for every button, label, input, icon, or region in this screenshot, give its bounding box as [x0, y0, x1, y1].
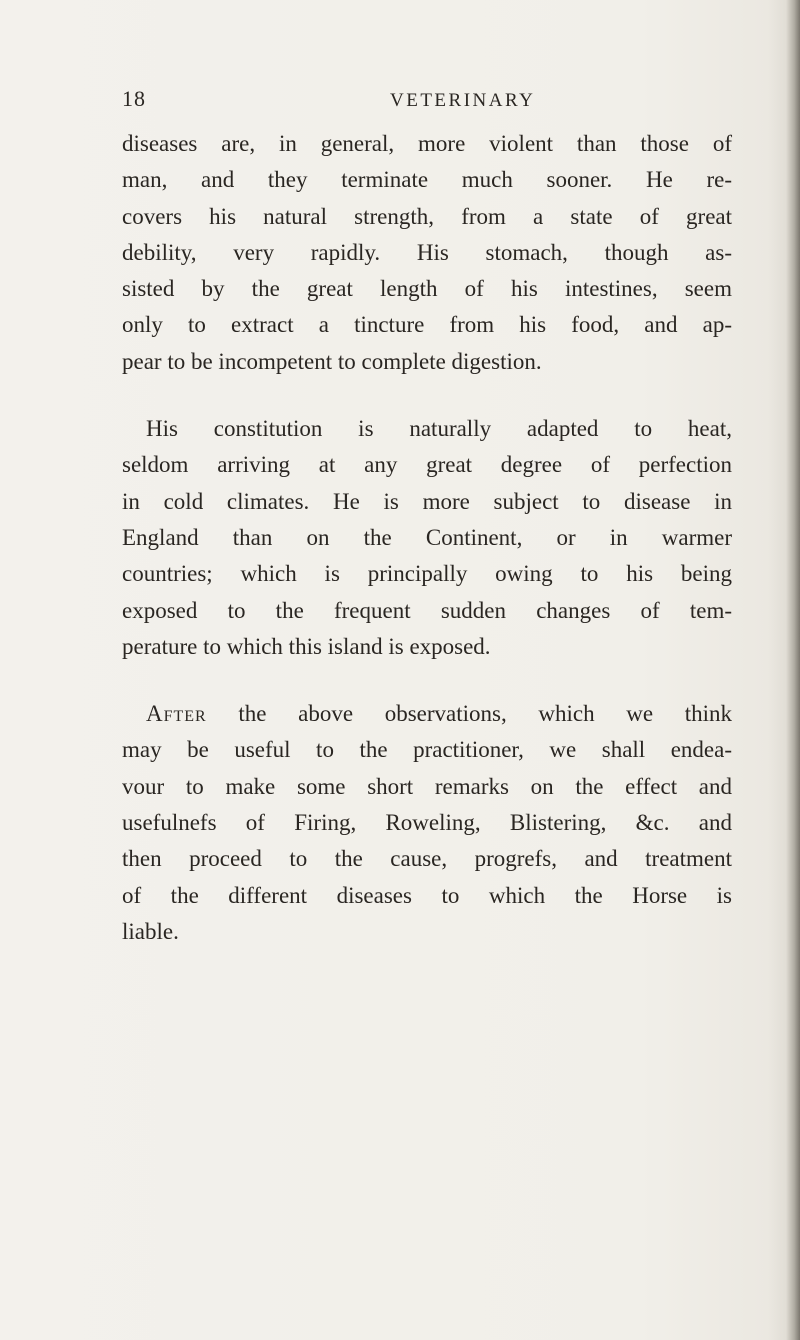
paragraph-gap	[122, 665, 732, 696]
paragraph-gap	[122, 380, 732, 411]
text-line: in cold climates. He is more subject to disease in	[122, 488, 732, 514]
page-edge-shadow	[786, 0, 800, 1340]
text-line: seldom arriving at any great degree of perfection	[122, 452, 732, 478]
text-line: of the different diseases to which the Horse is	[122, 882, 732, 908]
text-line: pear to be incompetent to complete digestion.	[122, 348, 542, 374]
text-line: countries; which is principally owing to his being	[122, 561, 732, 587]
text-line: only to extract a tincture from his food, and ap-	[122, 312, 732, 338]
text-line: usefulnefs of Firing, Roweling, Blistering, &c. and	[122, 810, 732, 836]
paragraph-2	[122, 411, 732, 665]
running-head: VETERINARY	[390, 90, 536, 111]
text-line-rest: the above observations, which we think	[206, 701, 732, 727]
page-number: 18	[122, 86, 146, 111]
text-line: liable.	[122, 918, 179, 944]
body-text	[122, 126, 732, 950]
drop-word: After	[146, 701, 207, 727]
paragraph-3	[122, 696, 732, 950]
text-line: exposed to the frequent sudden changes of tem-	[122, 597, 732, 623]
paragraph-1	[122, 126, 732, 380]
text-line: sisted by the great length of his intestines, seem	[122, 276, 732, 302]
text-line: His constitution is naturally adapted to heat,	[146, 416, 732, 442]
text-line: then proceed to the cause, progrefs, and treatment	[122, 846, 732, 872]
text-line: diseases are, in general, more violent than those of	[122, 131, 732, 156]
text-line: debility, very rapidly. His stomach, though as-	[122, 239, 732, 265]
text-line: man, and they terminate much sooner. He re-	[122, 167, 732, 193]
text-line: vour to make some short remarks on the effect and	[122, 773, 732, 799]
text-line: covers his natural strength, from a state of great	[122, 203, 732, 229]
text-line: perature to which this island is exposed.	[122, 633, 491, 659]
text-line	[122, 696, 732, 732]
text-line: may be useful to the practitioner, we shall endea-	[122, 737, 732, 763]
text-line: England than on the Continent, or in warmer	[122, 524, 732, 550]
page-header	[0, 86, 800, 116]
